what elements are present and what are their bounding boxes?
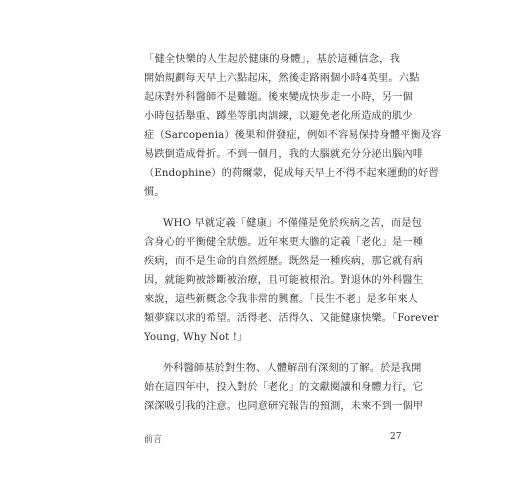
paragraph-1-line-1: 「健全快樂的人生起於健康的身體」，基於這種信念，我 [144, 54, 400, 65]
paragraph-1-line-3: 起床對外科醫師不是難題。後來變成快步走一小時，另一個 [144, 92, 413, 103]
page-number: 27 [390, 432, 402, 442]
paragraph-2-line-5: 來說，這些新概念令我非常的興奮。「長生不老」是多年來人 [144, 294, 419, 305]
paragraph-2-line-2: 含身心的平衡健全狀態。近年來更大膽的定義「老化」是一種 [144, 237, 424, 248]
paragraph-2-line-3: 疾病，而不是生命的自然經歷。既然是一種疾病，那它就有病 [144, 256, 424, 267]
paragraph-2-line-4: 因，就能夠被診斷被治療，且可能被根治。對退休的外科醫生 [144, 275, 424, 286]
paragraph-3-line-2: 始在這四年中，投入對於「老化」的文獻閱讀和身體力行，它 [144, 382, 424, 393]
paragraph-1-line-8: 慣。 [144, 187, 165, 198]
paragraph-1-line-4: 小時包括舉重、蹲坐等肌肉訓練，以避免老化所造成的肌少 [144, 111, 413, 122]
paragraph-1-line-7: （Endophine）的荷爾蒙，促成每天早上不得不起來運動的好習 [144, 168, 439, 179]
paragraph-3-line-3: 深深吸引我的注意。也同意研究報告的預測，未來不到一個甲 [144, 401, 424, 412]
paragraph-2-line-7: Young, Why Not !」 [144, 332, 248, 343]
paragraph-3-line-1: 外科醫師基於對生物、人體解剖有深刻的了解。於是我開 [163, 363, 422, 374]
paragraph-2-line-6: 類夢寐以求的希望。活得老、活得久、又能健康快樂。「Forever [144, 313, 439, 324]
paragraph-1-line-5: 症（Sarcopenia）後果和併發症，例如不容易保持身體平衡及容 [144, 130, 442, 141]
paragraph-2-line-1: WHO 早就定義「健康」不僅僅是免於疾病之苦，而是包 [163, 218, 422, 229]
paragraph-1-line-6: 易跌倒造成骨折。不到一個月，我的大腦就充分分泌出腦內啡 [144, 149, 424, 160]
paragraph-1-line-2: 開始規劃每天早上六點起床，然後走路兩個小時4英里。六點 [144, 73, 420, 84]
running-footer-section-label: 前言 [144, 435, 163, 445]
